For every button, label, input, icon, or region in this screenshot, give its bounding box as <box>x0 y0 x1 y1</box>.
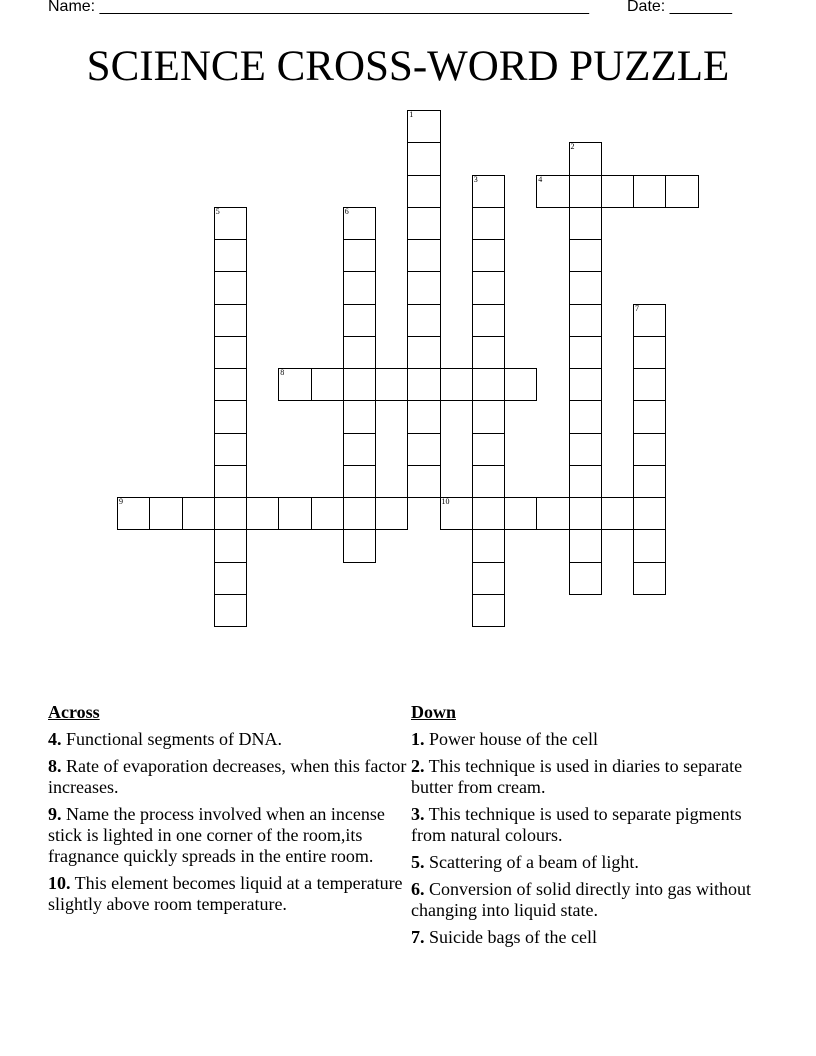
grid-cell[interactable] <box>472 271 505 304</box>
grid-cell[interactable] <box>569 271 602 304</box>
clue-number: 4 <box>538 174 543 184</box>
grid-cell[interactable] <box>407 433 440 466</box>
grid-cell[interactable] <box>569 142 602 175</box>
grid-cell[interactable] <box>536 497 569 530</box>
grid-cell[interactable] <box>343 497 376 530</box>
grid-cell[interactable] <box>633 400 666 433</box>
grid-cell[interactable] <box>569 400 602 433</box>
grid-cell[interactable] <box>214 433 247 466</box>
grid-cell[interactable] <box>504 368 537 401</box>
grid-cell[interactable] <box>472 465 505 498</box>
grid-cell[interactable] <box>504 497 537 530</box>
clue-number: 6 <box>344 206 349 216</box>
grid-cell[interactable] <box>472 239 505 272</box>
grid-cell[interactable] <box>407 368 440 401</box>
across-clue <box>48 729 408 750</box>
grid-cell[interactable] <box>214 368 247 401</box>
grid-cell[interactable] <box>343 271 376 304</box>
grid-cell[interactable] <box>665 175 698 208</box>
clue-number: 5. <box>411 852 425 872</box>
clue-number: 2 <box>570 142 575 152</box>
grid-cell[interactable] <box>343 239 376 272</box>
grid-cell[interactable] <box>214 400 247 433</box>
grid-cell[interactable] <box>569 465 602 498</box>
grid-cell[interactable] <box>343 368 376 401</box>
grid-cell[interactable] <box>633 368 666 401</box>
grid-cell[interactable] <box>633 465 666 498</box>
clue-number: 7 <box>635 303 639 313</box>
clue-number: 8 <box>280 368 285 377</box>
clue-text: Scattering of a beam of light. <box>424 852 639 872</box>
grid-cell[interactable] <box>569 304 602 337</box>
clue-text: This element becomes liquid at a temperature slightly above room temperature. <box>48 873 403 914</box>
grid-cell[interactable] <box>407 336 440 369</box>
down-clue <box>411 804 771 846</box>
clue-text: Conversion of solid directly into gas without changing into liquid state. <box>411 879 751 920</box>
down-clue-list <box>411 729 771 948</box>
across-clue <box>48 873 408 915</box>
page-title: SCIENCE CROSS-WORD PUZZLE <box>86 43 730 90</box>
clue-number: 5 <box>215 206 220 216</box>
grid-cell[interactable] <box>343 465 376 498</box>
grid-cell[interactable] <box>569 207 602 240</box>
grid-cell[interactable] <box>214 465 247 498</box>
grid-cell[interactable] <box>536 175 569 208</box>
grid-cell[interactable] <box>182 497 215 530</box>
grid-cell[interactable] <box>407 400 440 433</box>
clue-number: 10 <box>441 497 450 506</box>
clue-number: 3. <box>411 804 425 824</box>
clue-text: Suicide bags of the cell <box>424 927 597 947</box>
grid-cell[interactable] <box>633 497 666 530</box>
grid-cell[interactable] <box>633 304 666 337</box>
grid-cell[interactable] <box>343 433 376 466</box>
clue-number: 3 <box>473 174 478 184</box>
grid-cell[interactable] <box>214 529 247 562</box>
grid-cell[interactable] <box>343 304 376 337</box>
grid-cell[interactable] <box>569 336 602 369</box>
grid-cell[interactable] <box>633 433 666 466</box>
grid-cell[interactable] <box>472 175 505 208</box>
grid-cell[interactable] <box>343 529 376 562</box>
grid-cell[interactable] <box>633 336 666 369</box>
clue-text: Rate of evaporation decreases, when this factor increases. <box>48 756 407 797</box>
grid-cell[interactable] <box>214 304 247 337</box>
grid-cell[interactable] <box>407 175 440 208</box>
grid-cell[interactable] <box>214 207 247 240</box>
grid-cell[interactable] <box>375 368 408 401</box>
grid-cell[interactable] <box>407 465 440 498</box>
grid-cell[interactable] <box>472 400 505 433</box>
grid-cell[interactable] <box>472 594 505 627</box>
grid-cell[interactable] <box>407 304 440 337</box>
clue-text: Name the process involved when an incense stick is lighted in one corner of the room,its fragnance quickly spreads in the entire room. <box>48 804 385 866</box>
grid-cell[interactable] <box>278 368 311 401</box>
grid-cell[interactable] <box>472 207 505 240</box>
grid-cell[interactable] <box>214 562 247 595</box>
grid-cell[interactable] <box>149 497 182 530</box>
grid-cell[interactable] <box>472 336 505 369</box>
grid-cell[interactable] <box>472 562 505 595</box>
grid-cell[interactable] <box>214 497 247 530</box>
grid-cell[interactable] <box>633 529 666 562</box>
grid-cell[interactable] <box>214 336 247 369</box>
grid-cell[interactable] <box>407 271 440 304</box>
grid-cell[interactable] <box>601 175 634 208</box>
grid-cell[interactable] <box>440 497 473 530</box>
clue-number: 6. <box>411 879 425 899</box>
grid-cell[interactable] <box>472 304 505 337</box>
grid-cell[interactable] <box>472 529 505 562</box>
name-field[interactable]: Name: _______________________________________________________ <box>48 0 589 15</box>
grid-cell[interactable] <box>601 497 634 530</box>
clue-text: Power house of the cell <box>424 729 598 749</box>
across-clue-list <box>48 729 408 915</box>
grid-cell[interactable] <box>407 207 440 240</box>
clue-number: 1. <box>411 729 425 749</box>
down-clue <box>411 756 771 798</box>
grid-cell[interactable] <box>633 562 666 595</box>
grid-cell[interactable] <box>343 336 376 369</box>
clue-number: 10. <box>48 873 71 893</box>
down-clue <box>411 729 771 750</box>
clue-number: 9 <box>119 497 123 506</box>
grid-cell[interactable] <box>214 594 247 627</box>
clue-number: 2. <box>411 756 425 776</box>
grid-cell[interactable] <box>569 239 602 272</box>
clue-number: 4. <box>48 729 62 749</box>
down-clue <box>411 879 771 921</box>
grid-cell[interactable] <box>311 368 344 401</box>
grid-cell[interactable] <box>214 271 247 304</box>
grid-cell[interactable] <box>569 529 602 562</box>
across-clue <box>48 804 408 867</box>
grid-cell[interactable] <box>407 239 440 272</box>
grid-cell[interactable] <box>569 175 602 208</box>
down-clue <box>411 927 771 948</box>
grid-cell[interactable] <box>214 239 247 272</box>
down-clues <box>411 702 771 954</box>
clue-number: 8. <box>48 756 62 776</box>
down-heading: Down <box>411 702 457 722</box>
clue-text: This technique is used in diaries to separate butter from cream. <box>411 756 743 797</box>
clue-number: 9. <box>48 804 62 824</box>
grid-cell[interactable] <box>472 433 505 466</box>
grid-cell[interactable] <box>117 497 150 530</box>
grid-cell[interactable] <box>472 368 505 401</box>
grid-cell[interactable] <box>246 497 279 530</box>
clue-number: 7. <box>411 927 425 947</box>
grid-cell[interactable] <box>311 497 344 530</box>
grid-cell[interactable] <box>343 400 376 433</box>
grid-cell[interactable] <box>569 562 602 595</box>
grid-cell[interactable] <box>569 368 602 401</box>
across-heading: Across <box>48 702 100 722</box>
grid-cell[interactable] <box>407 142 440 175</box>
clue-text: This technique is used to separate pigments from natural colours. <box>411 804 742 845</box>
across-clue <box>48 756 408 798</box>
date-field[interactable]: Date: _______ <box>627 0 732 15</box>
across-clues <box>48 702 408 921</box>
grid-cell[interactable] <box>569 433 602 466</box>
grid-cell[interactable] <box>407 110 440 143</box>
grid-cell[interactable] <box>343 207 376 240</box>
grid-cell[interactable] <box>375 497 408 530</box>
grid-cell[interactable] <box>278 497 311 530</box>
down-clue <box>411 852 771 873</box>
grid-cell[interactable] <box>440 368 473 401</box>
grid-cell[interactable] <box>569 497 602 530</box>
clue-number: 1 <box>409 110 414 119</box>
clue-text: Functional segments of DNA. <box>61 729 282 749</box>
grid-cell[interactable] <box>633 175 666 208</box>
grid-cell[interactable] <box>472 497 505 530</box>
